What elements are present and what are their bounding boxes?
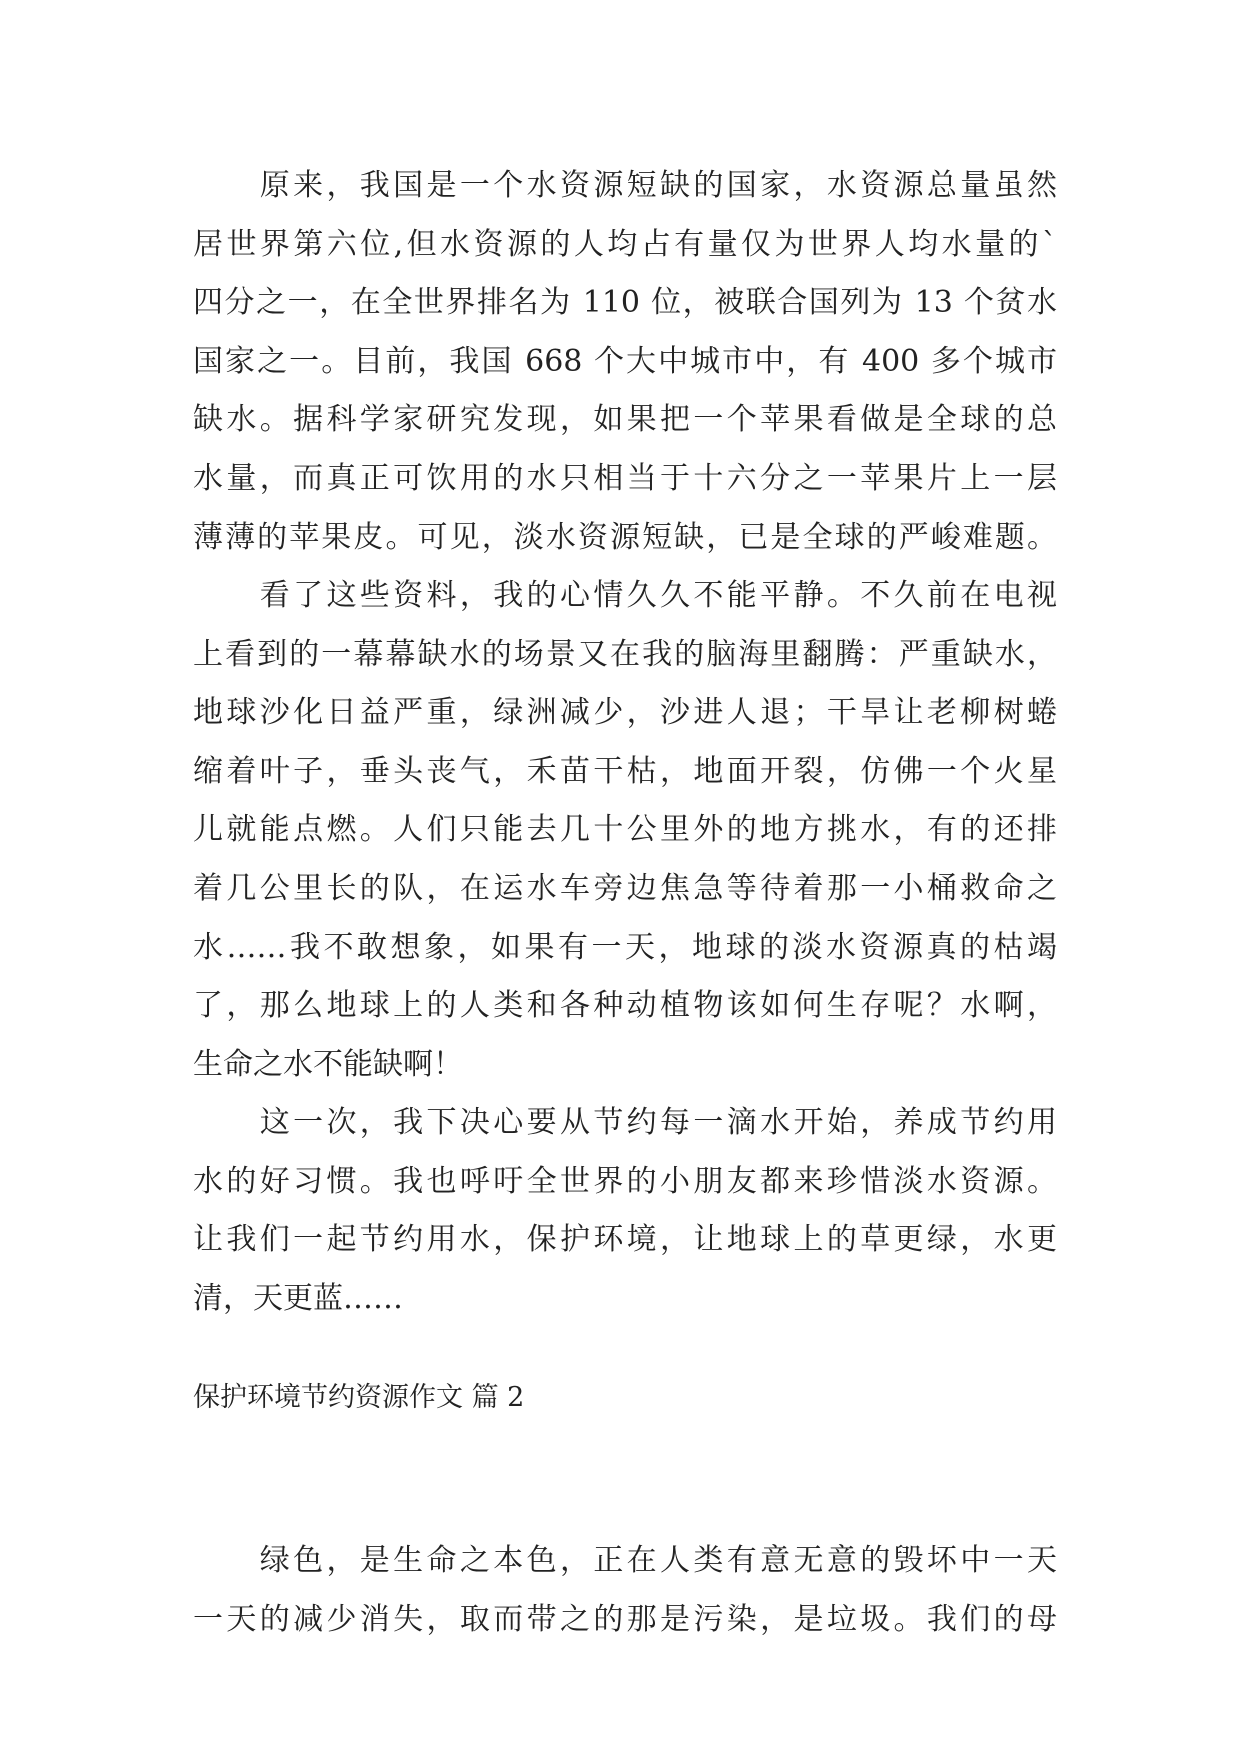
text-line: 看了这些资料，我的心情久久不能平静。不久前在电视 (193, 578, 1057, 613)
text-line: 国家之一。目前，我国 668 个大中城市中，有 400 多个城市 (193, 343, 1057, 379)
text-line: 这一次，我下决心要从节约每一滴水开始，养成节约用 (193, 1105, 1057, 1140)
text-line: 缩着叶子，垂头丧气，禾苗干枯，地面开裂，仿佛一个火星 (193, 753, 1057, 789)
paragraph-resolution (193, 1094, 1057, 1328)
text-line: 地球沙化日益严重，绿洲减少，沙进人退；干旱让老柳树蜷 (193, 695, 1057, 731)
text-line: 缺水。据科学家研究发现，如果把一个苹果看做是全球的总 (193, 402, 1057, 438)
text-line: 四分之一，在全世界排名为 110 位，被联合国列为 13 个贫水 (193, 285, 1057, 321)
text-line: 水……我不敢想象，如果有一天，地球的淡水资源真的枯竭 (193, 929, 1057, 965)
text-line: 一天的减少消失，取而带之的那是污染，是垃圾。我们的母 (193, 1601, 1057, 1637)
section-heading: 保护环境节约资源作文 篇 2 (193, 1382, 525, 1413)
text-line: 生命之水不能缺啊！ (193, 1046, 463, 1082)
text-line: 了，那么地球上的人类和各种动植物该如何生存呢？水啊， (193, 988, 1057, 1024)
text-line: 居世界第六位,但水资源的人均占有量仅为世界人均水量的` (193, 226, 1057, 262)
text-line: 着几公里长的队，在运水车旁边焦急等待着那一小桶救命之 (193, 870, 1057, 906)
paragraph-water-shortage (193, 157, 1057, 567)
text-line: 水的好习惯。我也呼吁全世界的小朋友都来珍惜淡水资源。 (193, 1163, 1057, 1199)
text-line: 绿色，是生命之本色，正在人类有意无意的毁坏中一天 (193, 1543, 1057, 1578)
text-line: 儿就能点燃。人们只能去几十公里外的地方挑水，有的还排 (193, 812, 1057, 848)
text-line: 上看到的一幕幕缺水的场景又在我的脑海里翻腾：严重缺水， (193, 636, 1057, 672)
text-line: 原来，我国是一个水资源短缺的国家，水资源总量虽然 (193, 168, 1057, 203)
paragraph-green (193, 1532, 1057, 1649)
text-line: 让我们一起节约用水，保护环境，让地球上的草更绿，水更 (193, 1222, 1057, 1258)
text-line: 清，天更蓝…… (193, 1280, 403, 1316)
paragraph-reflection (193, 567, 1057, 1094)
text-line: 水量，而真正可饮用的水只相当于十六分之一苹果片上一层 (193, 460, 1057, 496)
text-line: 薄薄的苹果皮。可见，淡水资源短缺，已是全球的严峻难题。 (193, 519, 1057, 555)
